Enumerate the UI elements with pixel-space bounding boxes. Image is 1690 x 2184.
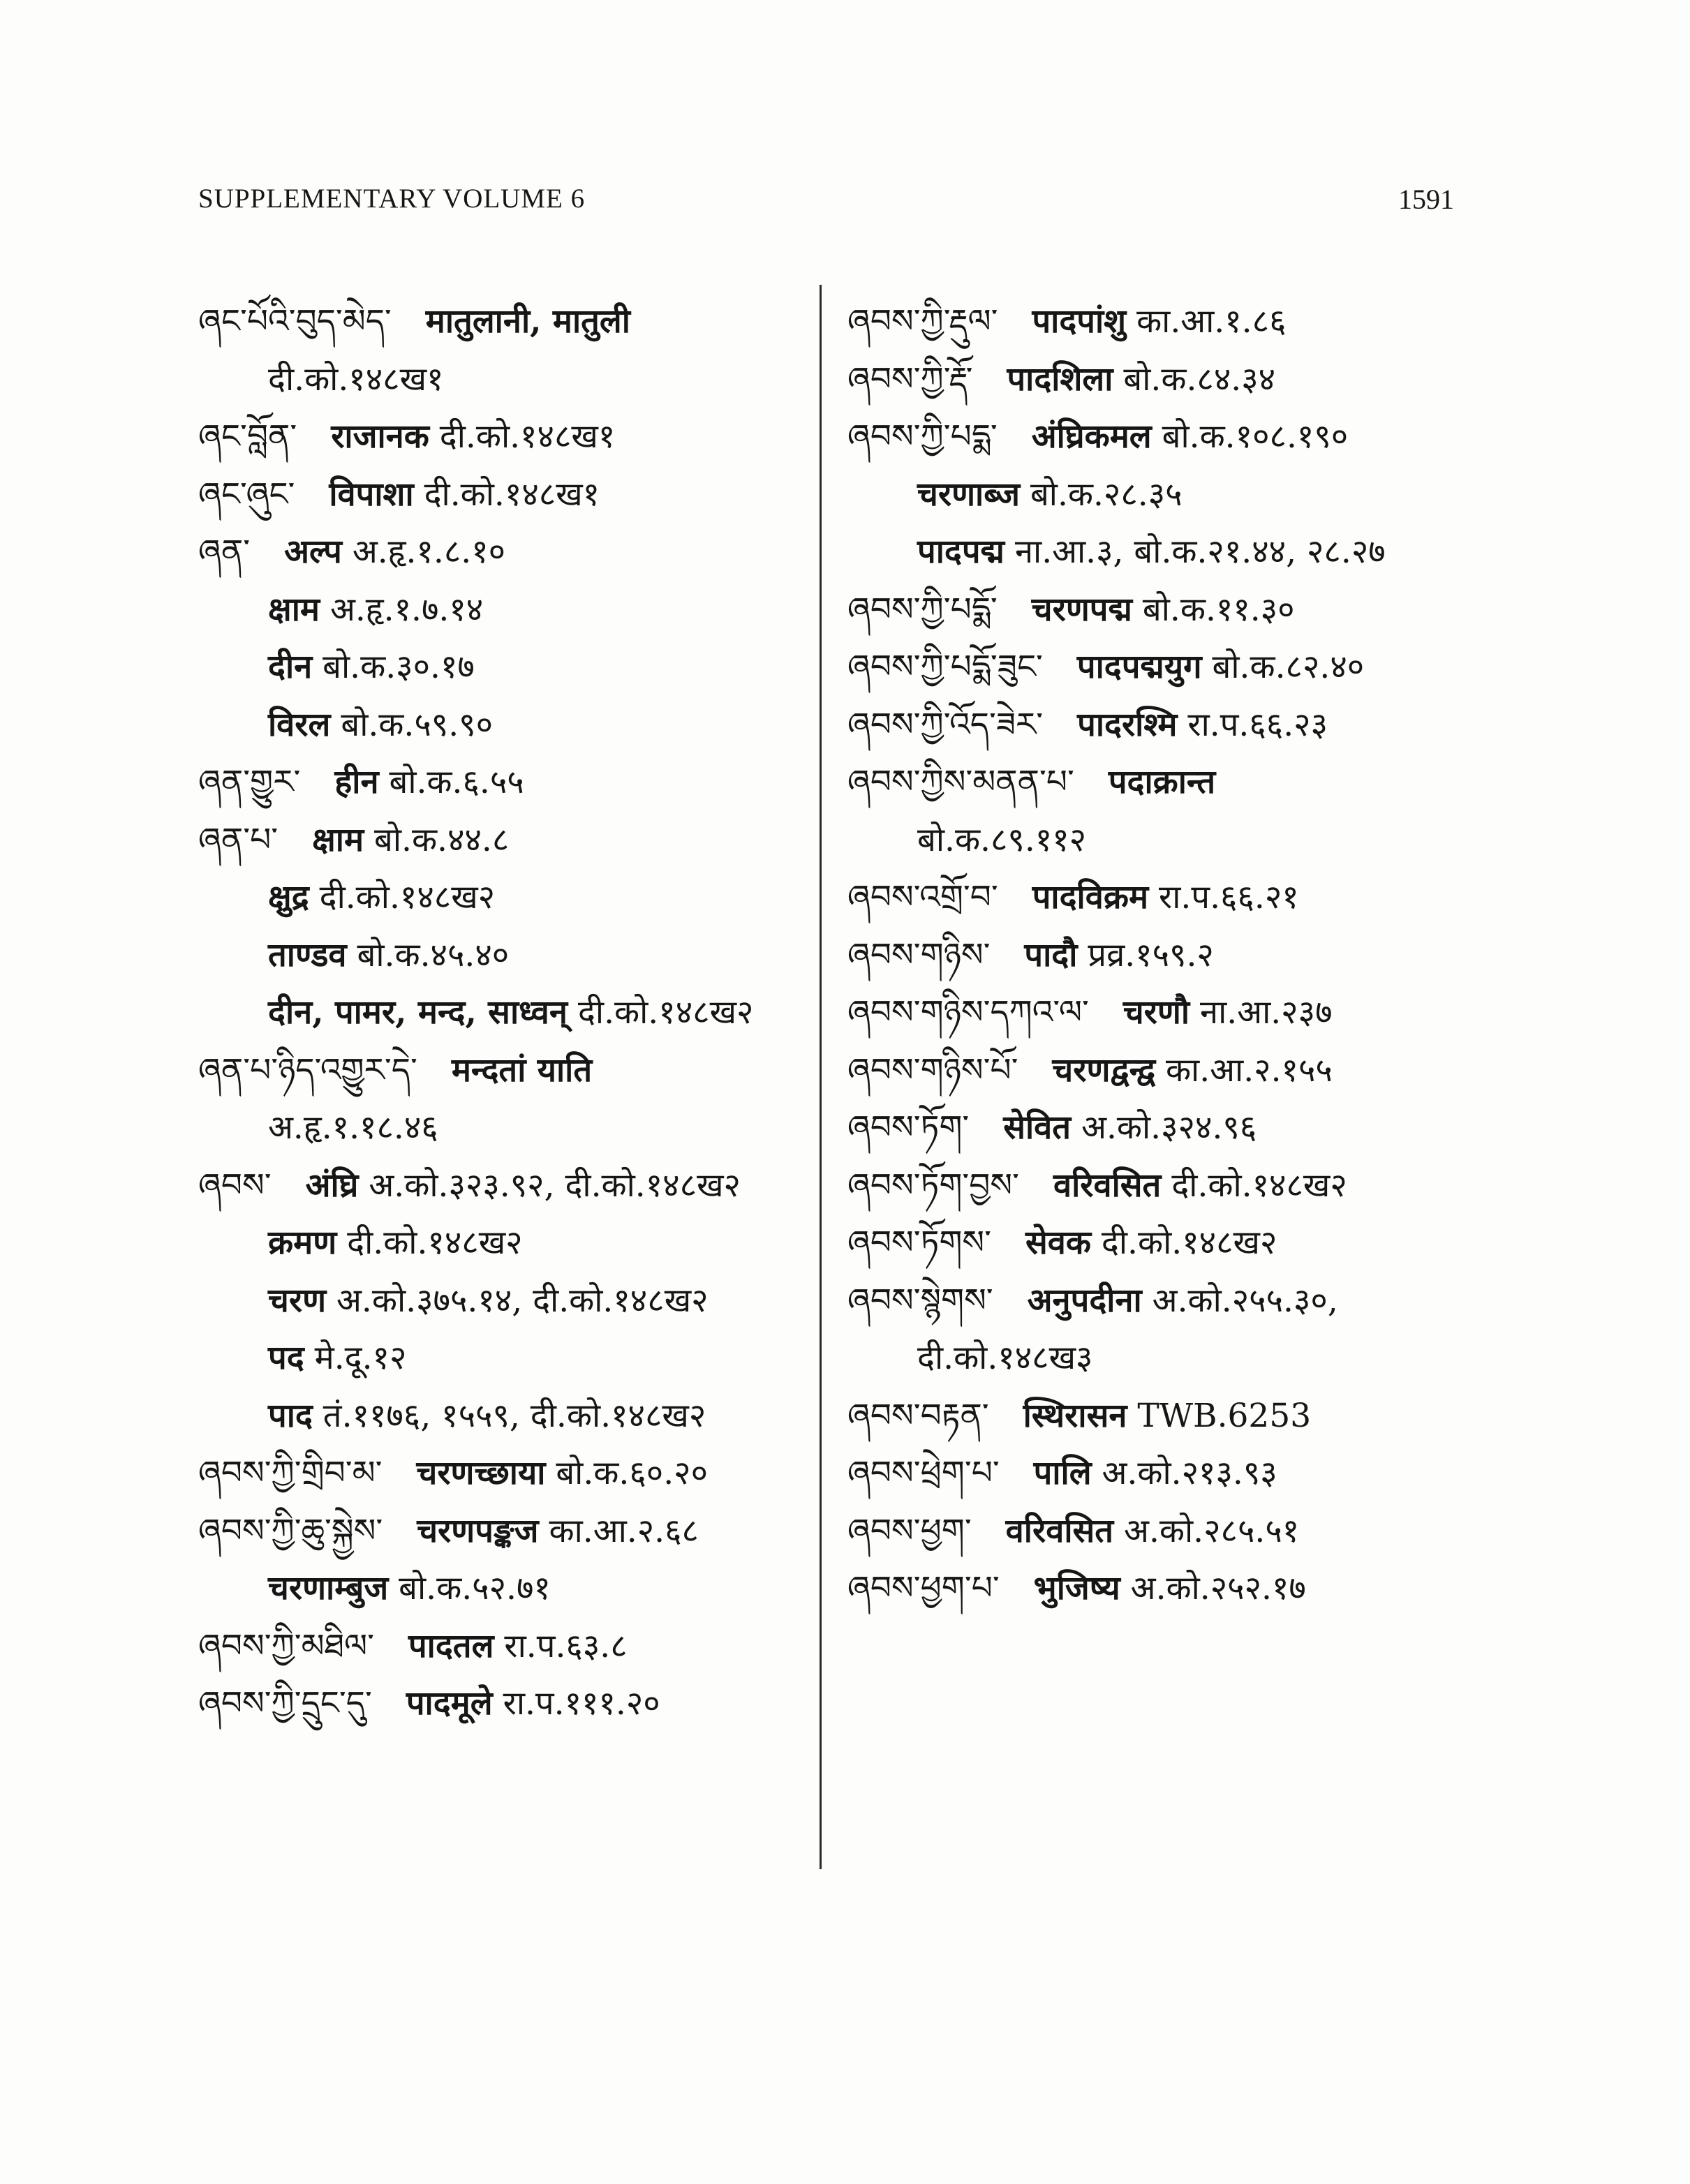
page-header: [198, 183, 1454, 225]
dictionary-entry: [847, 351, 1462, 409]
source-reference: दी.को.१४८ख१: [424, 475, 600, 514]
tibetan-headword: ཞན་: [198, 533, 251, 571]
sanskrit-equivalent: पादविक्रम: [1032, 878, 1149, 916]
source-reference: दी.को.१४८ख२: [347, 1224, 523, 1262]
entry-continuation: [198, 581, 813, 639]
sanskrit-equivalent: वरिवसित: [1053, 1166, 1162, 1205]
entry-continuation: [198, 1214, 813, 1272]
sanskrit-equivalent: चरणपङ्कज: [417, 1511, 539, 1550]
entry-continuation: [198, 1560, 813, 1618]
source-reference: रा.प.६३.८: [504, 1626, 628, 1665]
sanskrit-equivalent: चरणपद्म: [1031, 590, 1132, 629]
dictionary-entry: [198, 1618, 813, 1676]
entry-continuation: [198, 1099, 813, 1157]
entry-continuation: [198, 1388, 813, 1446]
sanskrit-equivalent: भुजिष्य: [1033, 1569, 1120, 1607]
source-reference: बो.क.२८.३५: [1030, 475, 1183, 514]
tibetan-headword: ཞབས་གཉིས་དཀའ་ལ་: [847, 993, 1089, 1032]
sanskrit-equivalent: पदाक्रान्त: [1108, 763, 1216, 801]
running-head: SUPPLEMENTARY VOLUME 6: [198, 184, 586, 214]
dictionary-entry: [847, 1042, 1462, 1100]
source-reference: अ.को.२८५.५१: [1124, 1511, 1300, 1550]
tibetan-headword: ཞན་གྱུར་: [198, 763, 301, 801]
sanskrit-equivalent: मातुलानी, मातुली: [425, 302, 630, 341]
dictionary-entry: [847, 1560, 1462, 1618]
source-reference: दी.को.१४८ख२: [1171, 1166, 1347, 1205]
tibetan-headword: ཞབས་སྙེགས་: [847, 1281, 993, 1320]
source-reference: ना.आ.३, बो.क.२१.४४, २८.२७: [1014, 533, 1386, 571]
dictionary-entry: [198, 466, 813, 524]
source-reference: दी.को.१४८ख१: [268, 359, 444, 399]
dictionary-entry: [198, 523, 813, 581]
sanskrit-equivalent: क्रमण: [268, 1224, 337, 1262]
source-reference: रा.प.६६.२१: [1159, 878, 1299, 916]
sanskrit-equivalent: ताण्डव: [268, 935, 347, 974]
sanskrit-equivalent: पाद: [268, 1396, 313, 1435]
dictionary-entry: [847, 1445, 1462, 1503]
sanskrit-equivalent: वरिवसित: [1005, 1511, 1114, 1550]
source-reference: अ.को.३७५.१४, दी.को.१४८ख२: [336, 1281, 709, 1320]
sanskrit-equivalent: अंघ्रिकमल: [1031, 417, 1152, 456]
sanskrit-equivalent: चरण: [268, 1281, 327, 1320]
sanskrit-equivalent: पादशिला: [1007, 359, 1113, 399]
sanskrit-equivalent: चरणाब्ज: [917, 475, 1020, 514]
entry-continuation: [198, 927, 813, 985]
tibetan-headword: ཞབས་འགྲོ་བ་: [847, 878, 998, 916]
sanskrit-equivalent: राजानक: [331, 417, 429, 456]
sanskrit-equivalent: चरणच्छाया: [416, 1454, 546, 1492]
sanskrit-equivalent: चरणौ: [1122, 993, 1190, 1032]
source-reference: अ.को.२५५.३०,: [1152, 1281, 1338, 1320]
sanskrit-equivalent: पादरश्मि: [1077, 705, 1178, 744]
source-reference: ना.आ.२३७: [1200, 993, 1333, 1032]
sanskrit-equivalent: पादपद्मयुग: [1076, 648, 1202, 686]
tibetan-headword: ཞང་ཞུང་: [198, 475, 295, 514]
sanskrit-equivalent: क्षाम: [312, 820, 364, 859]
source-reference: बो.क.४५.४०: [357, 935, 510, 974]
source-reference: प्रव्र.१५९.२: [1088, 935, 1214, 974]
source-reference: बो.क.११.३०: [1142, 590, 1295, 629]
source-reference: अ.हृ.१.८.१०: [352, 533, 506, 571]
source-reference: अ.को.२५२.१७: [1130, 1569, 1306, 1607]
entry-continuation: [847, 523, 1462, 581]
entry-continuation: [198, 1272, 813, 1330]
tibetan-headword: ཞབས་ཀྱི་མཐིལ་: [198, 1626, 375, 1665]
tibetan-headword: ཞབས་ཀྱི་གྲིབ་མ་: [198, 1454, 383, 1492]
sanskrit-equivalent: सेवक: [1025, 1224, 1091, 1262]
dictionary-entry: [847, 869, 1462, 927]
tibetan-headword: ཞབས་བརྟན་: [847, 1396, 989, 1435]
source-reference: का.आ.१.८६: [1136, 302, 1287, 341]
tibetan-headword: ཞབས་ཀྱི་འོད་ཟེར་: [847, 705, 1044, 744]
sanskrit-equivalent: क्षुद्र: [268, 878, 309, 916]
tibetan-headword: ཞབས་ཏོག་: [847, 1108, 970, 1147]
right-column: [847, 293, 1462, 1618]
source-reference: दी.को.१४८ख२: [1101, 1224, 1277, 1262]
entry-continuation: [847, 812, 1462, 870]
source-reference: बो.क.५२.७१: [399, 1569, 551, 1607]
dictionary-entry: [847, 927, 1462, 985]
sanskrit-equivalent: अनुपदीना: [1027, 1281, 1142, 1320]
entry-continuation: [198, 351, 813, 409]
tibetan-headword: ཞབས་ཀྱི་པདྨོ་: [847, 590, 998, 629]
sanskrit-equivalent: पालि: [1033, 1454, 1092, 1492]
sanskrit-equivalent: क्षाम: [268, 590, 320, 629]
entry-continuation: [198, 639, 813, 697]
tibetan-headword: ཞབས་: [198, 1166, 272, 1205]
source-reference: अ.को.२१३.९३: [1102, 1454, 1277, 1492]
tibetan-headword: ཞབས་ཀྱི་པདྨ་: [847, 417, 998, 456]
source-reference: अ.को.३२४.९६: [1081, 1108, 1257, 1147]
source-reference: बो.क.४४.८: [374, 820, 510, 859]
dictionary-entry: [847, 1099, 1462, 1157]
entry-continuation: [198, 697, 813, 755]
dictionary-entry: [847, 1157, 1462, 1215]
entry-continuation: [198, 869, 813, 927]
source-reference: बो.क.६.५५: [389, 763, 524, 801]
tibetan-headword: ཞབས་ཏོག་བྱས་: [847, 1166, 1019, 1205]
source-reference: दी.को.१४८ख१: [439, 417, 616, 456]
dictionary-entry: [198, 1503, 813, 1561]
tibetan-headword: ཞབས་ཀྱི་དྲུང་དུ་: [198, 1684, 372, 1723]
dictionary-entry: [847, 984, 1462, 1042]
tibetan-headword: ཞབས་ཀྱི་རྡོ་: [847, 359, 973, 399]
sanskrit-equivalent: पादमूले: [406, 1684, 493, 1723]
dictionary-entry: [847, 1272, 1462, 1330]
tibetan-headword: ཞབས་ཀྱི་རྡུལ་: [847, 302, 998, 341]
source-reference: बो.क.५९.९०: [341, 705, 494, 744]
sanskrit-equivalent: हीन: [334, 763, 379, 801]
sanskrit-equivalent: पादपद्म: [917, 533, 1005, 571]
entry-continuation: [198, 1330, 813, 1388]
sanskrit-equivalent: पादपांशु: [1032, 302, 1127, 341]
sanskrit-equivalent: मन्दतां याति: [451, 1050, 593, 1090]
tibetan-headword: ཞབས་གཉིས་པོ་: [847, 1050, 1018, 1090]
dictionary-entry: [847, 754, 1462, 812]
tibetan-headword: ཞབས་ཕྱག་: [847, 1511, 972, 1550]
dictionary-entry: [847, 1503, 1462, 1561]
source-reference: दी.को.१४८ख२: [319, 878, 496, 916]
dictionary-entry: [198, 1157, 813, 1215]
left-column: [198, 293, 813, 1733]
source-reference: दी.को.१४८ख३: [917, 1339, 1093, 1377]
sanskrit-equivalent: अल्प: [284, 533, 342, 571]
tibetan-headword: ཞབས་གཉིས་: [847, 935, 991, 974]
tibetan-headword: ཞན་པ་ཉིད་འགྱུར་དེ་: [198, 1050, 417, 1090]
tibetan-headword: ཞབས་ཀྱིས་མནན་པ་: [847, 763, 1074, 801]
sanskrit-equivalent: पादौ: [1024, 935, 1078, 974]
tibetan-headword: ཞན་པ་: [198, 820, 279, 859]
sanskrit-equivalent: स्थिरासन: [1023, 1396, 1127, 1435]
dictionary-entry: [847, 1388, 1462, 1446]
source-reference: मे.दू.१२: [314, 1339, 407, 1377]
sanskrit-equivalent: पद: [268, 1339, 304, 1377]
dictionary-entry: [198, 812, 813, 870]
dictionary-entry: [847, 1214, 1462, 1272]
sanskrit-equivalent: दीन, पामर, मन्द, साध्वन्: [268, 993, 568, 1032]
column-divider: [820, 285, 822, 1869]
tibetan-headword: ཞབས་ཕྱག་པ་: [847, 1569, 1000, 1607]
source-reference: बो.क.६०.२०: [556, 1454, 709, 1492]
source-reference: बो.क.१०८.१९०: [1162, 417, 1349, 456]
sanskrit-equivalent: विपाशा: [329, 475, 414, 514]
source-reference: का.आ.२.१५५: [1165, 1050, 1333, 1090]
page-number: 1591: [1398, 184, 1454, 215]
source-reference: रा.प.६६.२३: [1187, 705, 1328, 744]
source-reference: बो.क.८४.३४: [1123, 359, 1276, 399]
source-reference: बो.क.८२.४०: [1212, 648, 1365, 686]
source-reference: दी.को.१४८ख२: [577, 993, 754, 1032]
dictionary-entry: [198, 754, 813, 812]
sanskrit-equivalent: अंघ्रि: [305, 1166, 359, 1205]
dictionary-entry: [847, 293, 1462, 351]
dictionary-entry: [198, 408, 813, 466]
source-reference: बो.क.३०.१७: [323, 648, 475, 686]
source-reference: अ.हृ.१.१८.४६: [268, 1108, 438, 1147]
entry-continuation: [847, 1330, 1462, 1388]
dictionary-entry: [198, 1675, 813, 1733]
source-reference: रा.प.१११.२०: [503, 1684, 660, 1723]
source-reference: TWB.6253: [1137, 1396, 1312, 1435]
tibetan-headword: ཞབས་ཀྱི་པདྨོ་ཟུང་: [847, 648, 1043, 686]
dictionary-entry: [198, 293, 813, 351]
tibetan-headword: ཞབས་ཕྲེག་པ་: [847, 1454, 1000, 1492]
dictionary-entry: [198, 1445, 813, 1503]
source-reference: अ.को.३२३.९२, दी.को.१४८ख२: [369, 1166, 741, 1205]
entry-continuation: [847, 466, 1462, 524]
tibetan-headword: ཞང་པོའི་བུད་མེད་: [198, 302, 392, 341]
tibetan-headword: ཞབས་ཏོགས་: [847, 1224, 992, 1262]
sanskrit-equivalent: विरल: [268, 705, 331, 744]
source-reference: अ.हृ.१.७.१४: [329, 590, 484, 629]
sanskrit-equivalent: सेवित: [1003, 1108, 1072, 1147]
sanskrit-equivalent: दीन: [268, 648, 313, 686]
dictionary-entry: [847, 581, 1462, 639]
source-reference: बो.क.८९.११२: [917, 820, 1087, 859]
dictionary-entry: [198, 1042, 813, 1100]
sanskrit-equivalent: चरणद्वन्द्व: [1052, 1050, 1155, 1090]
entry-continuation: [198, 984, 813, 1042]
dictionary-entry: [847, 639, 1462, 697]
source-reference: तं.११७६, १५५९, दी.को.१४८ख२: [323, 1396, 706, 1435]
sanskrit-equivalent: पादतल: [408, 1626, 494, 1665]
dictionary-entry: [847, 408, 1462, 466]
dictionary-entry: [847, 697, 1462, 755]
tibetan-headword: ཞང་བློན་: [198, 417, 297, 456]
sanskrit-equivalent: चरणाम्बुज: [268, 1569, 389, 1607]
source-reference: का.आ.२.६८: [549, 1511, 699, 1550]
tibetan-headword: ཞབས་ཀྱི་ཆུ་སྐྱེས་: [198, 1511, 383, 1550]
